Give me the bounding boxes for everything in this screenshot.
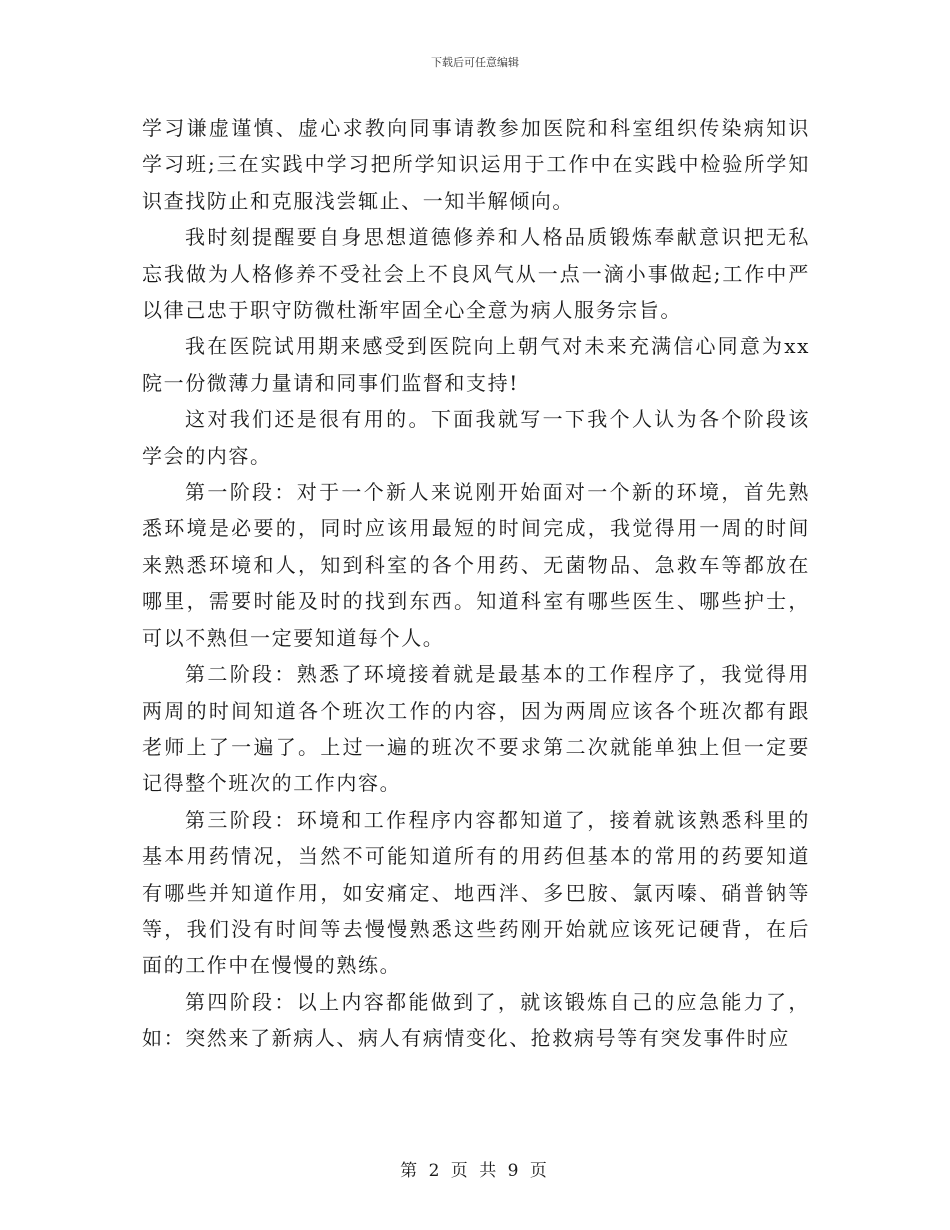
footer-prefix: 第 <box>400 1161 421 1181</box>
paragraph-2: 我时刻提醒要自身思想道德修养和人格品质锻炼奉献意识把无私忘我做为人格修养不受社会上不良风气从一点一滴小事做起;工作中严以律己忠于职守防微杜渐牢固全心全意为病人服务宗旨。 <box>142 225 810 323</box>
footer-middle: 页 共 <box>450 1161 500 1181</box>
page-header: 下载后可任意编辑 <box>431 56 519 69</box>
page-footer <box>0 1156 950 1181</box>
footer-page-number: 2 <box>428 1161 443 1181</box>
paragraph-3: 我在医院试用期来感受到医院向上朝气对未来充满信心同意为xx院一份微薄力量请和同事们监督和支持! <box>142 334 810 395</box>
paragraph-stage-2: 第二阶段：熟悉了环境接着就是最基本的工作程序了，我觉得用两周的时间知道各个班次工作的内容，因为两周应该各个班次都有跟老师上了一遍了。上过一遍的班次不要求第二次就能单独上但一定要记得整个班次的工作内容。 <box>142 662 810 796</box>
paragraph-stage-4: 第四阶段：以上内容都能做到了，就该锻炼自己的应急能力了，如：突然来了新病人、病人有病情变化、抢救病号等有突发事件时应 <box>142 989 810 1051</box>
footer-suffix: 页 <box>529 1161 550 1181</box>
paragraph-stage-1: 第一阶段：对于一个新人来说刚开始面对一个新的环境，首先熟悉环境是必要的，同时应该用最短的时间完成，我觉得用一周的时间来熟悉环境和人，知到科室的各个用药、无菌物品、急救车等都放在哪里，需要时能及时的找到东西。知道科室有哪些医生、哪些护士，可以不熟但一定要知道每个人。 <box>142 480 810 650</box>
footer-total-pages: 9 <box>507 1161 522 1181</box>
paragraph-stage-3: 第三阶段：环境和工作程序内容都知道了，接着就该熟悉科里的基本用药情况，当然不可能知道所有的用药但基本的常用的药要知道有哪些并知道作用，如安痛定、地西泮、多巴胺、氯丙嗪、硝普钠等等，我们没有时间等去慢慢熟悉这些药刚开始就应该死记硬背，在后面的工作中在慢慢的熟练。 <box>142 807 810 978</box>
paragraph-1: 学习谦虚谨慎、虚心求教向同事请教参加医院和科室组织传染病知识学习班;三在实践中学习把所学知识运用于工作中在实践中检验所学知识查找防止和克服浅尝辄止、一知半解倾向。 <box>142 116 810 213</box>
paragraph-4: 这对我们还是很有用的。下面我就写一下我个人认为各个阶段该学会的内容。 <box>142 407 810 468</box>
document-body <box>142 110 810 1057</box>
